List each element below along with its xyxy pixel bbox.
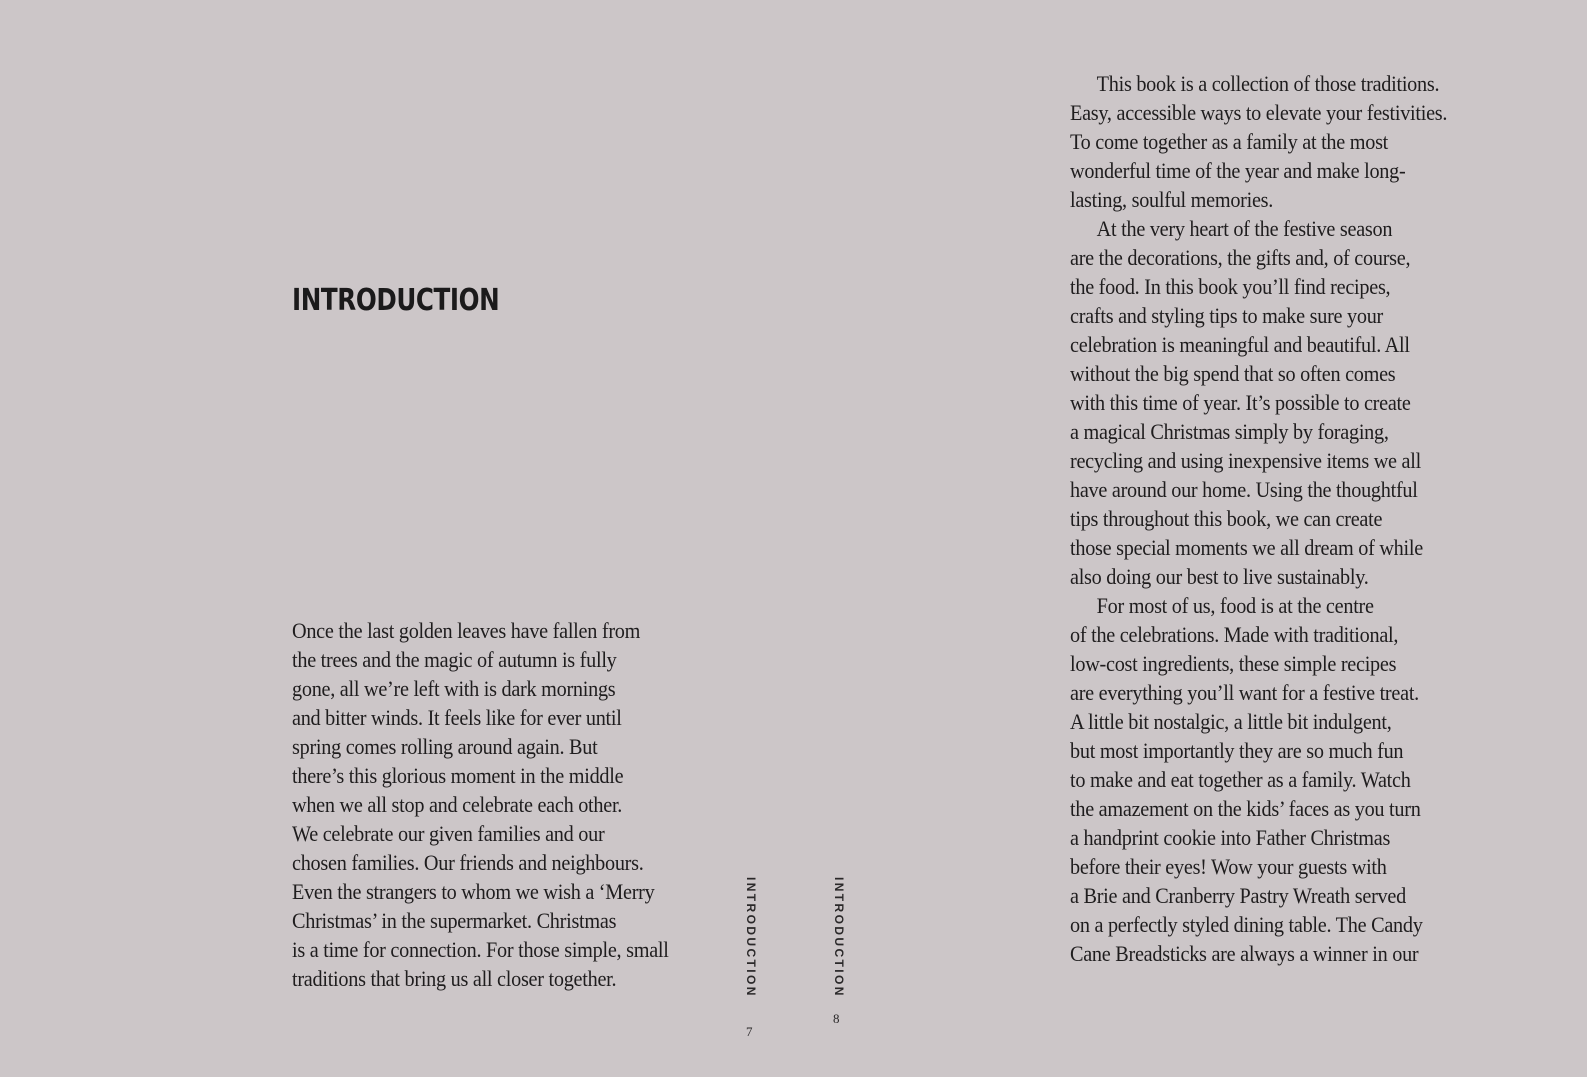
body-line: a magical Christmas simply by foraging, — [1070, 419, 1389, 444]
body-line: the food. In this book you’ll find recipes, — [1070, 274, 1391, 299]
body-line: a handprint cookie into Father Christmas — [1070, 825, 1391, 850]
body-line: Even the strangers to whom we wish a ‘Merry — [292, 879, 655, 904]
body-line: those special moments we all dream of while — [1070, 535, 1423, 560]
right-page — [793, 0, 1587, 1077]
body-line: to make and eat together as a family. Watch — [1070, 767, 1411, 792]
body-line: Once the last golden leaves have fallen from — [292, 618, 641, 643]
body-line: the trees and the magic of autumn is fully — [292, 647, 617, 672]
body-line: without the big spend that so often comes — [1070, 361, 1396, 386]
body-line: wonderful time of the year and make long- — [1070, 158, 1406, 183]
body-line: For most of us, food is at the centre — [1096, 593, 1374, 618]
body-line: with this time of year. It’s possible to create — [1070, 390, 1411, 415]
body-line: A little bit nostalgic, a little bit indulgent, — [1070, 709, 1392, 734]
body-line: but most importantly they are so much fun — [1070, 738, 1404, 763]
body-line: At the very heart of the festive season — [1096, 216, 1393, 241]
right-page-number: 8 — [833, 1011, 840, 1026]
body-line: recycling and using inexpensive items we all — [1070, 448, 1421, 473]
body-line: have around our home. Using the thoughtful — [1070, 477, 1418, 502]
body-line: lasting, soulful memories. — [1070, 187, 1274, 212]
body-line: are everything you’ll want for a festive treat. — [1070, 680, 1419, 705]
body-line: low-cost ingredients, these simple recipes — [1070, 651, 1397, 676]
body-line: a Brie and Cranberry Pastry Wreath served — [1070, 883, 1406, 908]
left-running-head: INTRODUCTION — [744, 877, 758, 998]
body-line: also doing our best to live sustainably. — [1070, 564, 1369, 589]
right-running-head: INTRODUCTION — [832, 877, 846, 998]
body-line: are the decorations, the gifts and, of course, — [1070, 245, 1411, 270]
body-line: tips throughout this book, we can create — [1070, 506, 1383, 531]
chapter-title: INTRODUCTION — [292, 283, 500, 318]
left-page — [0, 0, 793, 1077]
body-line: spring comes rolling around again. But — [292, 734, 598, 759]
body-line: traditions that bring us all closer together. — [292, 966, 617, 991]
body-line: and bitter winds. It feels like for ever until — [292, 705, 622, 730]
body-line: Cane Breadsticks are always a winner in our — [1070, 941, 1419, 966]
body-line: before their eyes! Wow your guests with — [1070, 854, 1387, 879]
body-line: This book is a collection of those traditions. — [1096, 71, 1440, 96]
body-line: there’s this glorious moment in the middle — [292, 763, 624, 788]
body-line: Christmas’ in the supermarket. Christmas — [292, 908, 617, 933]
body-line: Easy, accessible ways to elevate your festivities. — [1070, 100, 1448, 125]
body-line: on a perfectly styled dining table. The Candy — [1070, 912, 1423, 937]
body-line: chosen families. Our friends and neighbours. — [292, 850, 644, 875]
body-line: crafts and styling tips to make sure your — [1070, 303, 1384, 328]
left-body-text — [292, 616, 669, 993]
right-body-text — [1070, 69, 1447, 968]
body-line: the amazement on the kids’ faces as you turn — [1070, 796, 1421, 821]
body-line: We celebrate our given families and our — [292, 821, 605, 846]
body-line: when we all stop and celebrate each other. — [292, 792, 623, 817]
left-page-number: 7 — [746, 1024, 753, 1039]
body-line: of the celebrations. Made with traditional, — [1070, 622, 1399, 647]
body-line: is a time for connection. For those simple, small — [292, 937, 669, 962]
body-line: gone, all we’re left with is dark mornings — [292, 676, 616, 701]
body-line: To come together as a family at the most — [1070, 129, 1389, 154]
body-line: celebration is meaningful and beautiful. All — [1070, 332, 1410, 357]
